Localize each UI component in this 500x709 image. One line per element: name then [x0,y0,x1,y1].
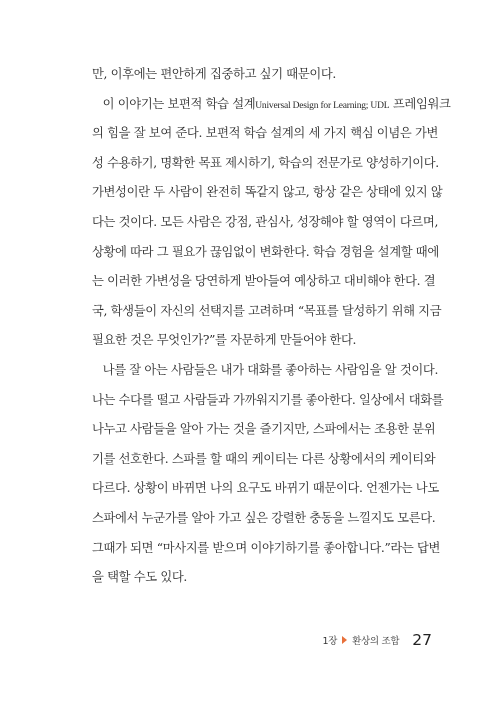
text-line: 는 이러한 가변성을 당연하게 받아들여 예상하고 대비해야 한다. 결 [92,274,436,289]
text-line: 나는 수다를 떨고 사람들과 가까워지기를 좋아한다. 일상에서 대화를 [92,392,444,407]
body-text [92,60,451,593]
chapter-label: 1장 [322,636,338,647]
page-footer [300,630,432,650]
text-line: 다르다. 상황이 바뀌면 나의 요구도 바뀌기 때문이다. 언젠가는 나도 [92,481,439,496]
text-line: 성 수용하기, 명확한 목표 제시하기, 학습의 전문가로 양성하기이다. [92,155,439,170]
text-line: 스파에서 누군가를 알아 가고 싶은 강렬한 충동을 느낄지도 모른다. [92,510,436,525]
text-line: 다는 것이다. 모든 사람은 강점, 관심사, 성장해야 할 영역이 다르며, [92,214,439,229]
text-line: 나누고 사람들을 알아 가는 것을 즐기지만, 스파에서는 조용한 분위 [92,422,436,437]
text-line: 국, 학생들이 자신의 선택지를 고려하며 “목표를 달성하기 위해 지금 [92,303,442,318]
text-line: 기를 선호한다. 스파를 할 때의 케이티는 다른 상황에서의 케이티와 [92,451,436,466]
chapter-title: 환상의 조합 [352,636,400,647]
triangle-right-icon [342,636,347,644]
text-line: 나를 잘 아는 사람들은 내가 대화를 좋아하는 사람임을 알 것이다. [92,362,439,377]
text-line: 가변성이란 두 사람이 완전히 똑같지 않고, 항상 같은 상태에 있지 않 [92,185,443,200]
text-segment: 이 이야기는 보편적 학습 설계 [92,96,256,111]
text-line: 그때가 되면 “마사지를 받으며 이야기하기를 좋아합니다.”라는 답변 [92,540,441,555]
text-line-udl [92,90,451,120]
text-line: 을 택할 수도 있다. [92,570,187,585]
text-segment: 프레임워크 [389,96,451,111]
text-line: 필요한 것은 무엇인가?”를 자문하게 만들어야 한다. [92,333,357,348]
page-number: 27 [412,631,432,649]
udl-english-term: Universal Design for Learning; UDL [255,100,390,111]
text-line: 의 힘을 잘 보여 준다. 보편적 학습 설계의 세 가지 핵심 이념은 가변 [92,126,439,141]
text-line: 만, 이후에는 편안하게 집중하고 싶기 때문이다. [92,67,336,81]
text-line: 상황에 따라 그 필요가 끊임없이 변화한다. 학습 경험을 설계할 때에 [92,244,439,259]
